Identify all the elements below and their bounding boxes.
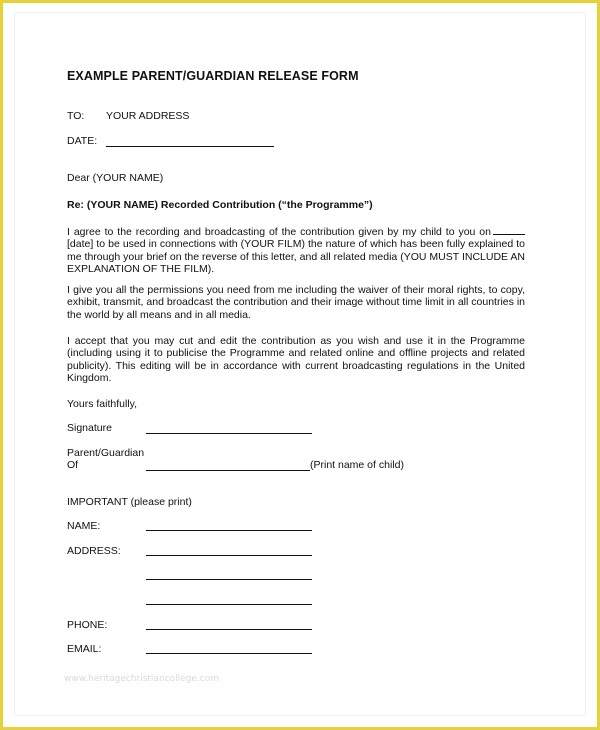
paragraph-agreement-rest: [date] to be used in connections with (YOUR FILM) the nature of which has been fully explained to me through your brief on the reverse of this letter, and all related media (YOU MUST INCLUDE AN EXPLANATION OF THE FILM). xyxy=(67,238,525,275)
address-line-3[interactable] xyxy=(146,604,312,605)
address-line-1[interactable] xyxy=(146,555,312,556)
paragraph-editing: I accept that you may cut and edit the contribution as you wish and use it in the Programme (including using it to publicise the Programme and related online and offline projects and related publicity). This editing will be in accordance with current broadcasting regulations in the United Kingdom. xyxy=(67,335,525,384)
signature-line[interactable] xyxy=(146,433,312,434)
email-label: EMAIL: xyxy=(67,643,102,655)
address-line-2[interactable] xyxy=(146,579,312,580)
signature-label: Signature xyxy=(67,422,112,434)
of-label: Of xyxy=(67,459,79,471)
name-line[interactable] xyxy=(146,530,312,531)
contribution-date-blank[interactable] xyxy=(493,225,525,235)
email-line[interactable] xyxy=(146,653,312,654)
paragraph-agreement xyxy=(67,225,525,275)
document-title: EXAMPLE PARENT/GUARDIAN RELEASE FORM xyxy=(67,69,359,83)
address-label: ADDRESS: xyxy=(67,545,121,557)
phone-line[interactable] xyxy=(146,629,312,630)
name-label: NAME: xyxy=(67,520,101,532)
paragraph-permissions: I give you all the permissions you need from me including the waiver of their moral rights, to copy, exhibit, transmit, and broadcast the contribution and their image without time limit in all countries in the world by all means and in all media. xyxy=(67,284,525,321)
re-line: Re: (YOUR NAME) Recorded Contribution (“the Programme”) xyxy=(67,199,373,211)
print-child-note: (Print name of child) xyxy=(310,459,404,471)
parent-guardian-label: Parent/Guardian xyxy=(67,447,145,459)
watermark: www.heritagechristiancollege.com xyxy=(64,674,219,684)
phone-label: PHONE: xyxy=(67,619,108,631)
document-page xyxy=(14,12,586,716)
closing: Yours faithfully, xyxy=(67,398,138,410)
salutation: Dear (YOUR NAME) xyxy=(67,172,164,184)
to-value: YOUR ADDRESS xyxy=(106,110,190,122)
child-name-line[interactable] xyxy=(146,470,310,471)
to-label: TO: xyxy=(67,110,85,122)
date-label: DATE: xyxy=(67,135,98,147)
paragraph-agreement-first: I agree to the recording and broadcasting of the contribution given by my child to you on xyxy=(67,226,491,238)
date-blank-line[interactable] xyxy=(106,146,274,147)
important-label: IMPORTANT (please print) xyxy=(67,496,192,508)
